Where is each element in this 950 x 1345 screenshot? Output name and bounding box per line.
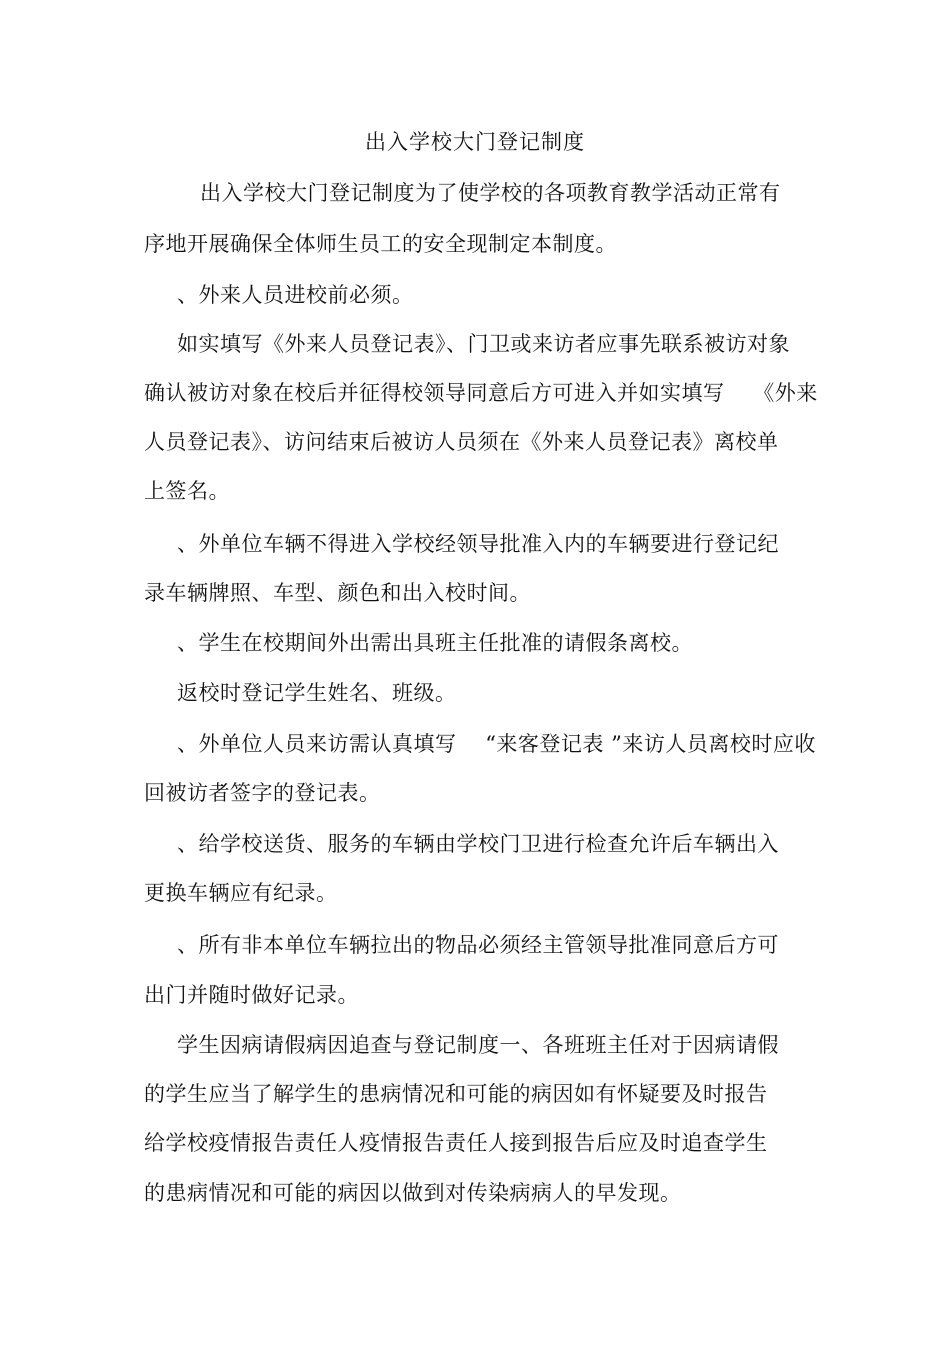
document-title: 出入学校大门登记制度 [365, 130, 585, 154]
paragraph-line: 、外单位人员来访需认真填写 “来客登记表 ”来访人员离校时应收 [177, 732, 816, 756]
paragraph-line: 确认被访对象在校后并征得校领导同意后方可进入并如实填写 《外来 [144, 381, 818, 405]
paragraph-line: 、外来人员进校前必须。 [177, 283, 414, 307]
paragraph-line: 录车辆牌照、车型、颜色和出入校时间。 [144, 581, 531, 605]
paragraph-line: 的学生应当了解学生的患病情况和可能的病因如有怀疑要及时报告 [144, 1082, 768, 1106]
paragraph-line: 序地开展确保全体师生员工的安全现制定本制度。 [144, 232, 617, 256]
paragraph-line: 上签名。 [144, 479, 230, 503]
paragraph-line: 如实填写《外来人员登记表》、门卫或来访者应事先联系被访对象 [177, 332, 790, 356]
paragraph-line: 、所有非本单位车辆拉出的物品必须经主管领导批准同意后方可 [177, 933, 779, 957]
paragraph-line: 、给学校送货、服务的车辆由学校门卫进行检查允许后车辆出入 [177, 832, 779, 856]
paragraph-line: 人员登记表》、访问结束后被访人员须在《外来人员登记表》离校单 [144, 430, 779, 454]
paragraph-line: 学生因病请假病因追查与登记制度一、各班班主任对于因病请假 [177, 1033, 779, 1057]
paragraph-line: 给学校疫情报告责任人疫情报告责任人接到报告后应及时追查学生 [144, 1131, 768, 1155]
paragraph-line: 出入学校大门登记制度为了使学校的各项教育教学活动正常有 [200, 181, 781, 205]
paragraph-line: 的患病情况和可能的病因以做到对传染病病人的早发现。 [144, 1181, 682, 1205]
paragraph-line: 、学生在校期间外出需出具班主任批准的请假条离校。 [177, 631, 693, 655]
paragraph-line: 、外单位车辆不得进入学校经领导批准入内的车辆要进行登记纪 [177, 532, 779, 556]
paragraph-line: 出门并随时做好记录。 [144, 983, 359, 1007]
paragraph-line: 返校时登记学生姓名、班级。 [177, 681, 457, 705]
paragraph-line: 回被访者签字的登记表。 [144, 781, 381, 805]
paragraph-line: 更换车辆应有纪录。 [144, 881, 338, 905]
